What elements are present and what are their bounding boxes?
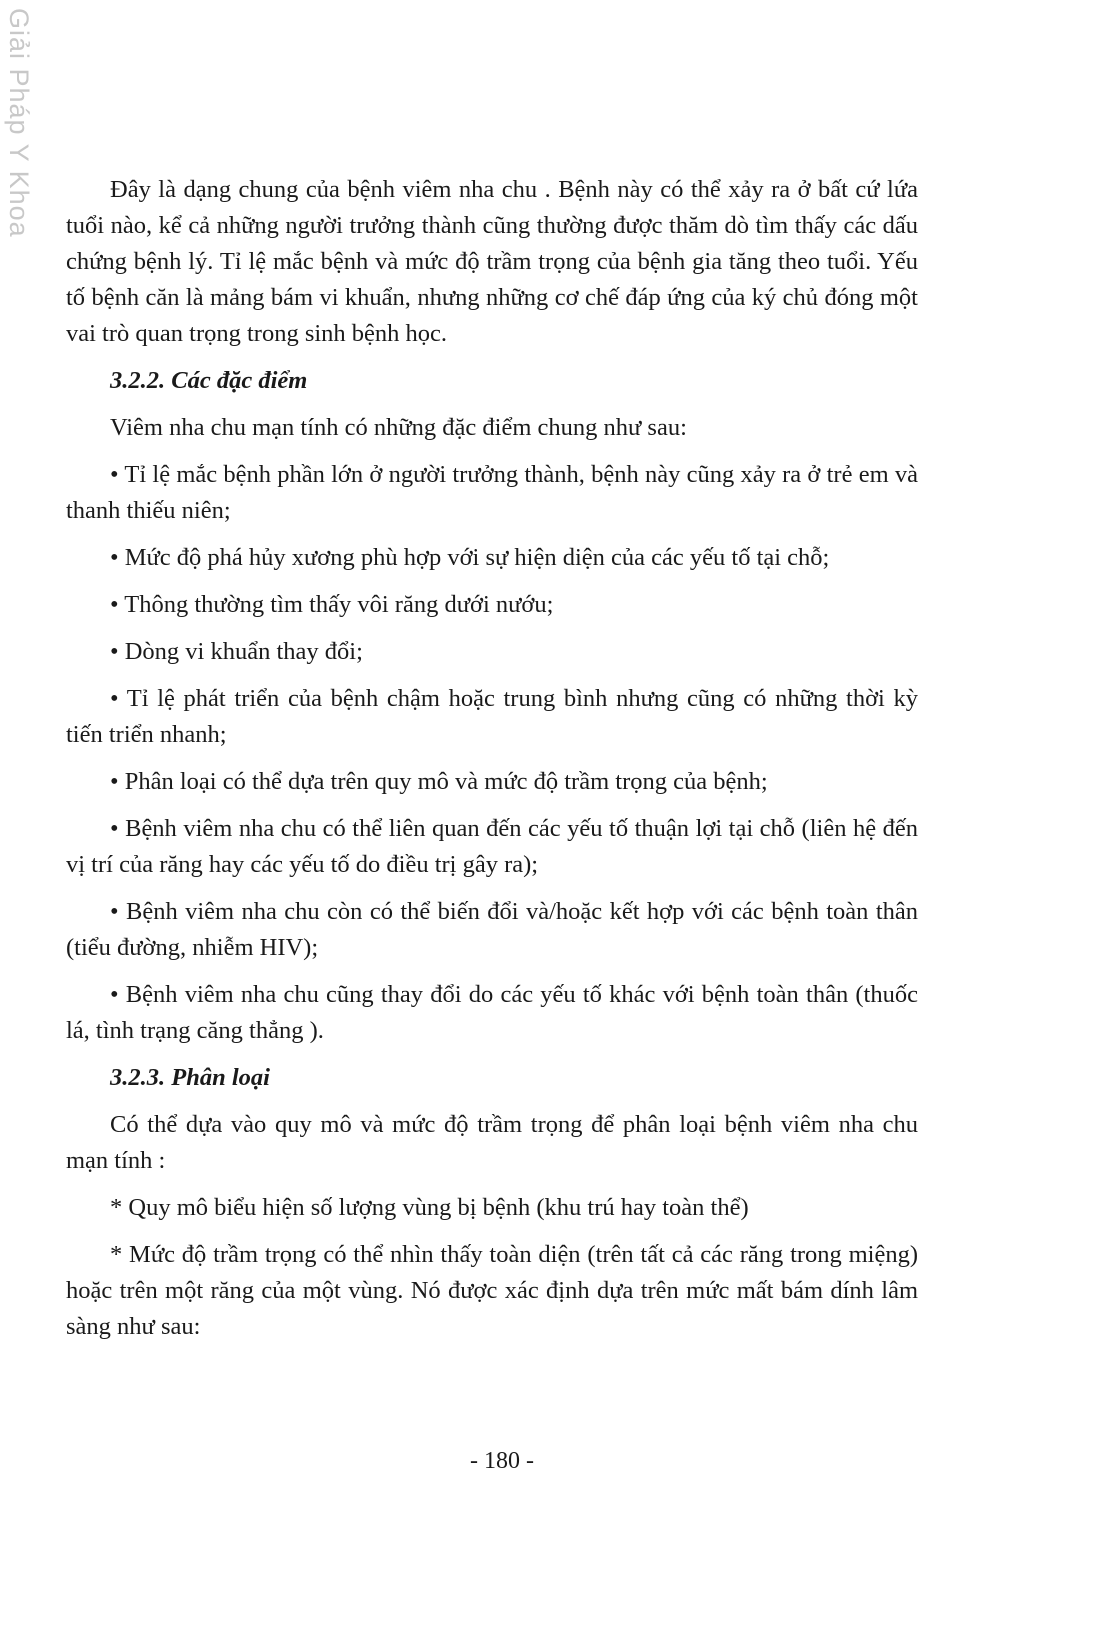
bullet-item: • Bệnh viêm nha chu có thể liên quan đến các yếu tố thuận lợi tại chỗ (liên hệ đến vị trí của răng hay các yếu tố do điều trị gây ra); bbox=[66, 815, 918, 878]
classification-intro: Có thể dựa vào quy mô và mức độ trầm trọng để phân loại bệnh viêm nha chu mạn tính : bbox=[66, 1111, 918, 1174]
star-item: * Quy mô biểu hiện số lượng vùng bị bệnh (khu trú hay toàn thể) bbox=[110, 1194, 749, 1221]
intro-paragraph: Đây là dạng chung của bệnh viêm nha chu . Bệnh này có thể xảy ra ở bất cứ lứa tuổi nào, kể cả những người trưởng thành cũng thường được thăm dò tìm thấy các dấu chứng bệnh lý. Tỉ lệ mắc bệnh và mức độ trầm trọng của bệnh gia tăng theo tuổi. Yếu tố bệnh căn là mảng bám vi khuẩn, nhưng những cơ chế đáp ứng của ký chủ đóng một vai trò quan trọng trong sinh bệnh học. bbox=[66, 176, 918, 347]
bullet-item: • Bệnh viêm nha chu cũng thay đổi do các yếu tố khác với bệnh toàn thân (thuốc lá, tình trạng căng thẳng ). bbox=[66, 981, 918, 1044]
characteristics-intro: Viêm nha chu mạn tính có những đặc điểm chung như sau: bbox=[110, 414, 687, 441]
bullet-item: • Mức độ phá hủy xương phù hợp với sự hiện diện của các yếu tố tại chỗ; bbox=[110, 544, 830, 571]
bullet-item: • Bệnh viêm nha chu còn có thể biến đổi và/hoặc kết hợp với các bệnh toàn thân (tiểu đường, nhiễm HIV); bbox=[66, 898, 918, 961]
bullet-item: • Tỉ lệ phát triển của bệnh chậm hoặc trung bình nhưng cũng có những thời kỳ tiến triển nhanh; bbox=[66, 685, 918, 748]
section-heading-characteristics: 3.2.2. Các đặc điểm bbox=[110, 367, 308, 394]
bullet-item: • Tỉ lệ mắc bệnh phần lớn ở người trưởng thành, bệnh này cũng xảy ra ở trẻ em và thanh thiếu niên; bbox=[66, 461, 918, 524]
watermark-text: Giải Pháp Y Khoa bbox=[4, 8, 34, 238]
page-body bbox=[66, 172, 918, 1345]
bullet-item: • Dòng vi khuẩn thay đổi; bbox=[110, 638, 363, 665]
section-heading-classification: 3.2.3. Phân loại bbox=[110, 1064, 270, 1091]
bullet-item: • Thông thường tìm thấy vôi răng dưới nướu; bbox=[110, 591, 554, 618]
page-number: - 180 - bbox=[470, 1448, 534, 1474]
bullet-item: • Phân loại có thể dựa trên quy mô và mức độ trầm trọng của bệnh; bbox=[110, 768, 768, 795]
star-item: * Mức độ trầm trọng có thể nhìn thấy toàn diện (trên tất cả các răng trong miệng) hoặc trên một răng của một vùng. Nó được xác định dựa trên mức mất bám dính lâm sàng như sau: bbox=[66, 1241, 918, 1340]
